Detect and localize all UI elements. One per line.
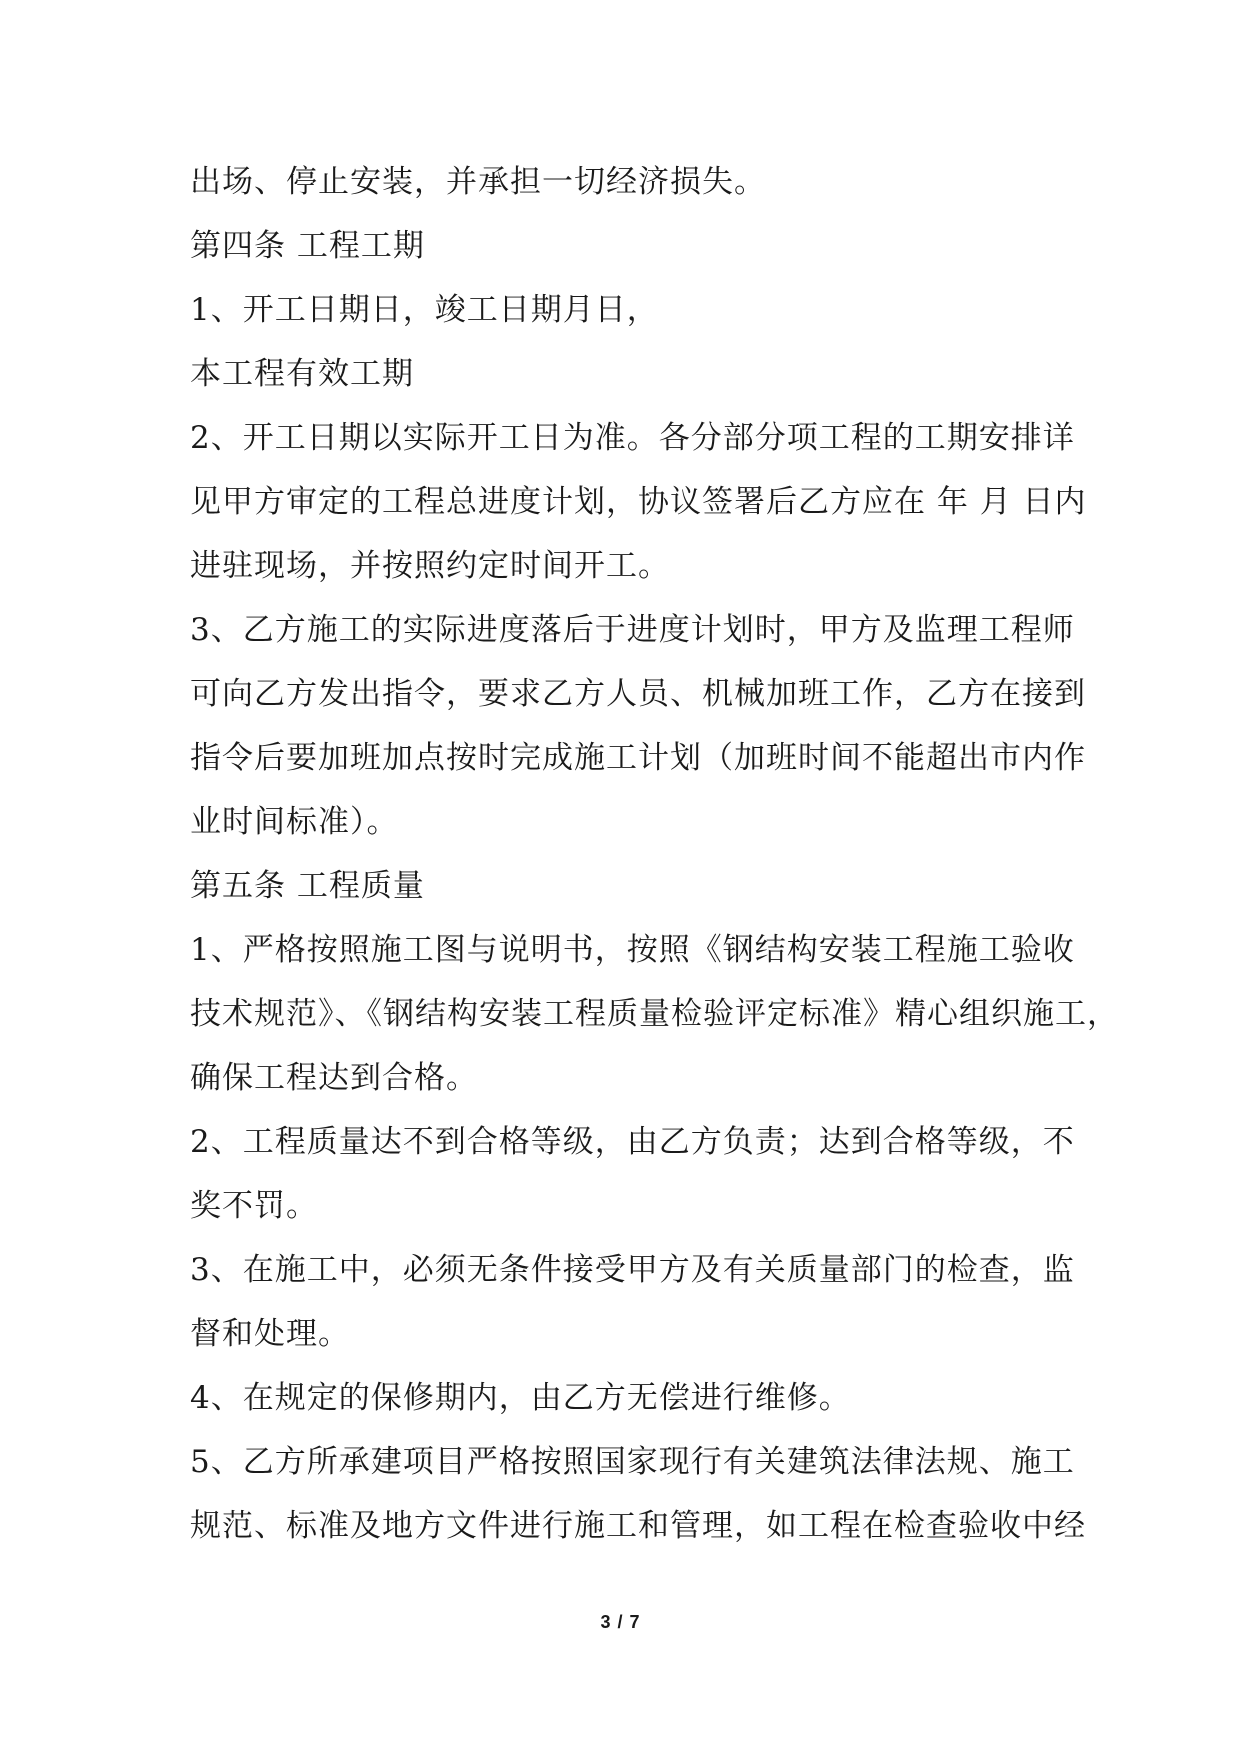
text-line: 技术规范》、《钢结构安装工程质量检验评定标准》精心组织施工， — [190, 996, 1119, 1032]
section-heading: 第五条 工程质量 — [190, 868, 425, 904]
text-line: 业时间标准）。 — [190, 804, 399, 840]
text-line: 1、严格按照施工图与说明书，按照《钢结构安装工程施工验收 — [190, 932, 1075, 968]
text-line: 规范、标准及地方文件进行施工和管理，如工程在检查验收中经 — [190, 1508, 1086, 1544]
text-line: 奖不罚。 — [190, 1188, 318, 1224]
section-heading: 第四条 工程工期 — [190, 228, 425, 264]
text-line: 指令后要加班加点按时完成施工计划（加班时间不能超出市内作 — [190, 740, 1086, 776]
text-line: 进驻现场，并按照约定时间开工。 — [190, 548, 670, 584]
text-line: 1、开工日期日，竣工日期月日， — [190, 292, 659, 328]
text-line: 5、乙方所承建项目严格按照国家现行有关建筑法律法规、施工 — [190, 1444, 1075, 1480]
text-line: 3、乙方施工的实际进度落后于进度计划时，甲方及监理工程师 — [190, 612, 1075, 648]
text-line: 见甲方审定的工程总进度计划，协议签署后乙方应在 年 月 日内 — [190, 484, 1087, 520]
text-line: 出场、停止安装，并承担一切经济损失。 — [190, 164, 766, 200]
text-line: 2、开工日期以实际开工日为准。各分部分项工程的工期安排详 — [190, 420, 1075, 456]
text-line: 2、工程质量达不到合格等级，由乙方负责；达到合格等级，不 — [190, 1124, 1075, 1160]
document-body — [190, 150, 1119, 1558]
text-line: 可向乙方发出指令，要求乙方人员、机械加班工作，乙方在接到 — [190, 676, 1086, 712]
text-line: 确保工程达到合格。 — [190, 1060, 478, 1096]
text-line: 督和处理。 — [190, 1316, 350, 1352]
text-line: 3、在施工中，必须无条件接受甲方及有关质量部门的检查，监 — [190, 1252, 1075, 1288]
text-line: 本工程有效工期 — [190, 356, 414, 392]
text-line: 4、在规定的保修期内，由乙方无偿进行维修。 — [190, 1380, 851, 1416]
page-number: 3 / 7 — [600, 1612, 641, 1632]
